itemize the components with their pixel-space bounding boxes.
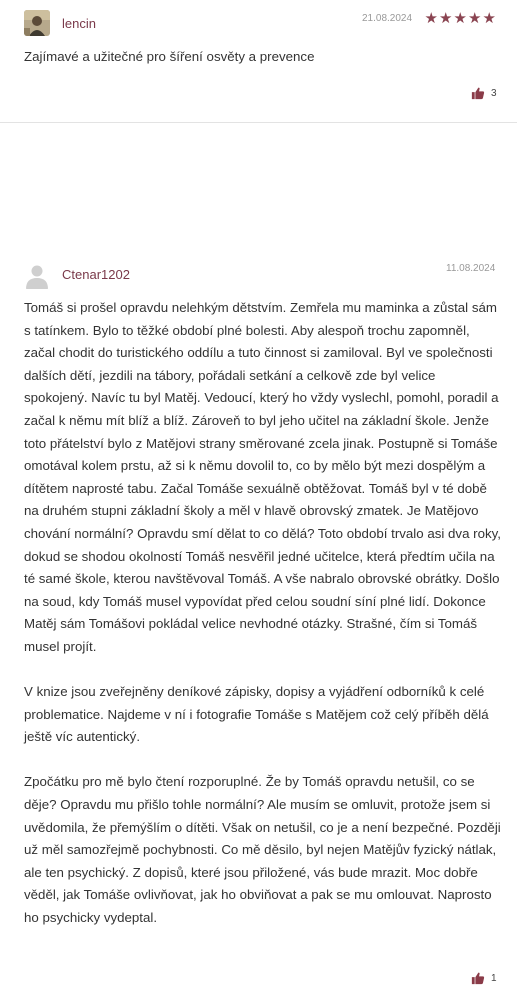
review-paragraph: V knize jsou zveřejněny deníkové zápisky, dopisy a vyjádření odborníků k celé problematice. Najdeme v ní i fotografie Tomáše s Matějem což celý příběh dělá ještě víc autentický. xyxy=(24,684,489,745)
thumbs-up-icon xyxy=(471,86,485,100)
review-text xyxy=(24,46,494,91)
star-icon: ★ xyxy=(453,10,467,27)
review-username[interactable]: lencin xyxy=(62,16,96,31)
like-button[interactable] xyxy=(471,971,497,985)
like-count: 3 xyxy=(491,87,497,99)
review-paragraph: Tomáš si prošel opravdu nelehkým dětstvím. Zemřela mu maminka a zůstal sám s tatínkem. Bylo to těžké období plné bolesti. Aby alespoň trochu zapomněl, začal chodit do turistického oddílu a tuto činnost si zamiloval. Byl ve společnosti dalších dětí, jezdili na tábory, pořádali setkání a celkově zde byl velice spokojený. Navíc tu byl Matěj. Vedoucí, který ho vždy vyslechl, pomohl, poradil a začal k němu mít blíž a blíž. Zároveň to byl jeho učitel na základní škole. Jenže toto přátelství bylo z Matějovi strany směrované zcela jinak. Postupně si Tomáše omotával kolem prstu, až si k němu dovolil to, co by mělo být mezi dospělým a dítětem naprosté tabu. Začal Tomáše sexuálně obtěžovat. Tomáš byl v té době na druhém stupni základní školy a měl v hlavě obrovský zmatek. Je Matějovo chování normální? Opravdu smí dělat to co dělá? Toto období trvalo asi dva roky, dokud se shodou okolností Tomáš nesvěřil jedné učitelce, která předtím učila na té samé škole, kterou navštěvoval Tomáš. A vše nabralo obrovské obrátky. Došlo na soud, kdy Tomáš musel vypovídat před celou soudní síní plné lidí. Dokonce Matěj sám Tomášovi pokládal velice nevhodné otázky. Strašné, čím si Tomáš musel projít. xyxy=(24,300,501,654)
user-silhouette-icon xyxy=(24,263,50,289)
avatar[interactable] xyxy=(24,263,50,289)
star-icon: ★ xyxy=(468,10,482,27)
review-item xyxy=(0,0,517,123)
review-paragraph: Zpočátku pro mě bylo čtení rozporuplné. Že by Tomáš opravdu netušil, co se děje? Opravdu mu přišlo tohle normální? Ale musím se omluvit, protože jsem si uvědomila, že přemýšlím o dítěti. Však on netušil, co je a není bezpečné. Později už měl samozřejmě pochybnosti. Co mě děsilo, byl nejen Matějův fyzický nátlak, ale ten psychický. Z dopisů, které jsou přiložené, vás bude mrazit. Moc dobře věděl, jak Tomáše ovlivňovat, jak ho obviňovat a pak se mu omlouvat. Naprosto ho psychicky vydeptal. xyxy=(24,774,501,926)
like-button[interactable] xyxy=(471,86,497,100)
avatar[interactable] xyxy=(24,10,50,36)
star-icon: ★ xyxy=(482,10,496,27)
user-photo-icon xyxy=(24,10,50,36)
review-text xyxy=(24,297,502,952)
star-icon: ★ xyxy=(439,10,453,27)
review-username[interactable]: Ctenar1202 xyxy=(62,267,130,282)
rating-stars xyxy=(424,9,497,27)
thumbs-up-icon xyxy=(471,971,485,985)
star-icon: ★ xyxy=(424,10,438,27)
like-count: 1 xyxy=(491,972,497,984)
review-date: 11.08.2024 xyxy=(446,263,496,274)
review-date: 21.08.2024 xyxy=(362,13,413,24)
review-paragraph: Zajímavé a užitečné pro šíření osvěty a prevence xyxy=(24,49,315,64)
